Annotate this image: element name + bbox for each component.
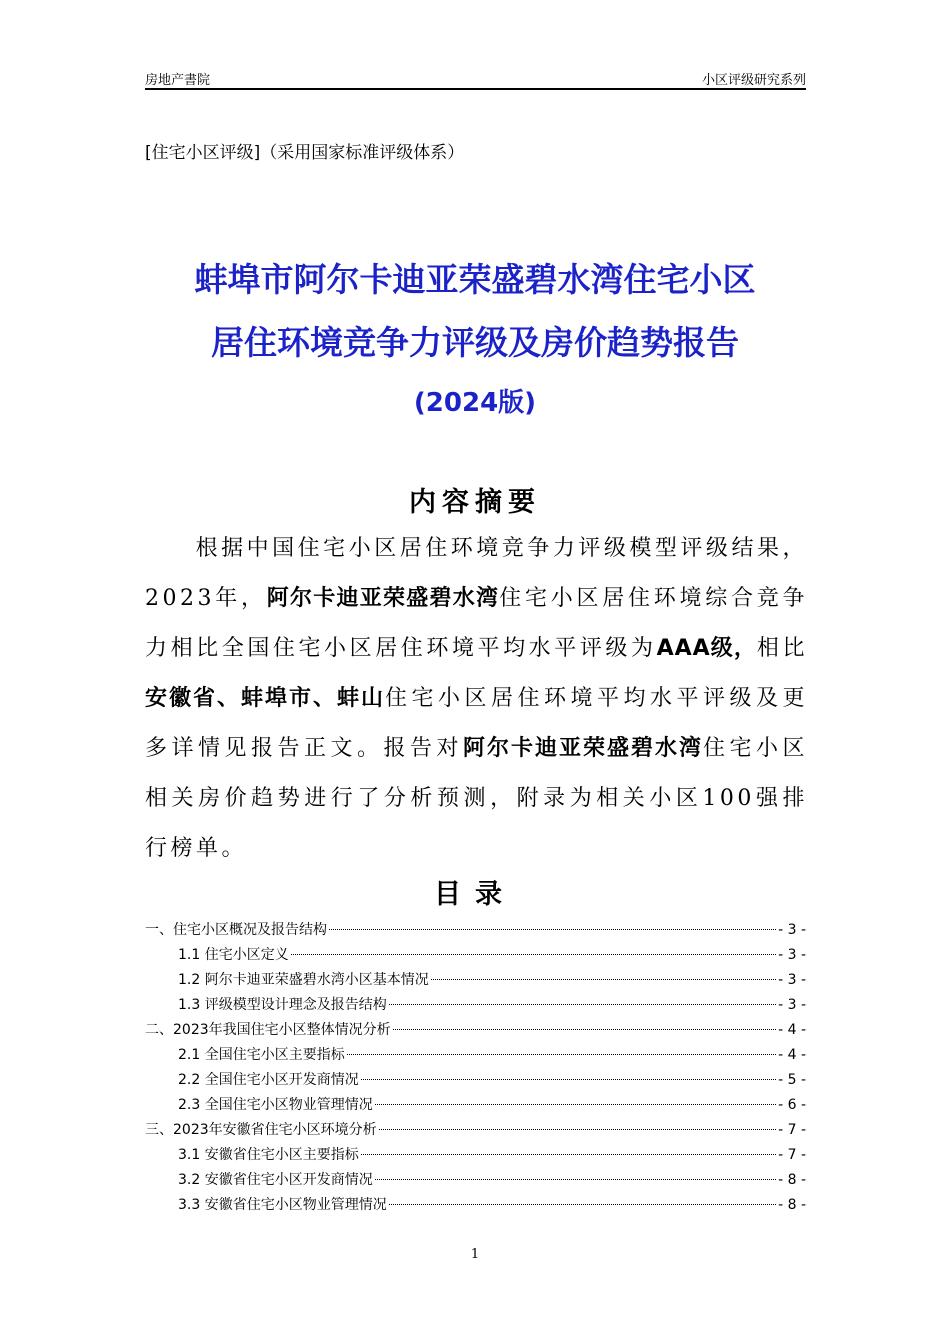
toc-dot-leader bbox=[393, 1029, 776, 1030]
header-divider bbox=[145, 88, 806, 90]
toc-dot-leader bbox=[361, 1154, 776, 1155]
report-title-line1: 蚌埠市阿尔卡迪亚荣盛碧水湾住宅小区 bbox=[194, 260, 756, 299]
toc-entry-page: - 8 - bbox=[778, 1172, 806, 1188]
toc-entry-page: - 4 - bbox=[778, 1047, 806, 1063]
toc-entry-page: - 3 - bbox=[778, 997, 806, 1013]
toc-entry[interactable] bbox=[145, 1018, 806, 1043]
toc-entry[interactable] bbox=[145, 968, 806, 993]
toc-dot-leader bbox=[347, 1054, 776, 1055]
toc-entry-page: - 8 - bbox=[778, 1197, 806, 1213]
toc-entry-label: 1.3 评级模型设计理念及报告结构 bbox=[178, 997, 387, 1013]
toc-entry-page: - 3 - bbox=[778, 947, 806, 963]
page-header bbox=[145, 68, 806, 88]
toc-entry[interactable] bbox=[145, 1043, 806, 1068]
toc-entry[interactable] bbox=[145, 1143, 806, 1168]
toc-entry[interactable] bbox=[145, 1118, 806, 1143]
abstract-emphasis: 阿尔卡迪亚荣盛碧水湾 bbox=[266, 586, 500, 611]
toc-dot-leader bbox=[375, 1104, 776, 1105]
toc-dot-leader bbox=[431, 979, 776, 980]
toc-entry-label: 一、住宅小区概况及报告结构 bbox=[145, 922, 327, 938]
abstract-emphasis: AAA级， bbox=[656, 636, 757, 661]
toc-entry[interactable] bbox=[145, 993, 806, 1018]
toc-entry-page: - 3 - bbox=[778, 922, 806, 938]
toc-entry-page: - 4 - bbox=[778, 1022, 806, 1038]
toc-dot-leader bbox=[375, 1179, 776, 1180]
abstract-text: 住宅小区相关房价趋势进行了分析预测，附录为相关小区100强排行榜单。 bbox=[145, 736, 808, 861]
toc-entry-label: 三、2023年安徽省住宅小区环境分析 bbox=[145, 1122, 377, 1138]
toc-entry-page: - 5 - bbox=[778, 1072, 806, 1088]
toc-dot-leader bbox=[379, 1129, 776, 1130]
header-left: 房地产書院 bbox=[145, 73, 211, 88]
toc-entry-label: 3.1 安徽省住宅小区主要指标 bbox=[178, 1147, 359, 1163]
toc-entry-label: 2.1 全国住宅小区主要指标 bbox=[178, 1047, 345, 1063]
toc-entry-label: 1.1 住宅小区定义 bbox=[178, 947, 289, 963]
toc-entry[interactable] bbox=[145, 1193, 806, 1218]
toc-dot-leader bbox=[329, 929, 776, 930]
toc-entry[interactable] bbox=[145, 1068, 806, 1093]
toc-entry-label: 2.2 全国住宅小区开发商情况 bbox=[178, 1072, 359, 1088]
abstract-text: 相比 bbox=[756, 636, 808, 661]
abstract-text: 住宅小区居住环境综合竞争力相比全国住宅小区居住环境平均水平评级为 bbox=[145, 586, 808, 661]
toc-entry-label: 二、2023年我国住宅小区整体情况分析 bbox=[145, 1022, 391, 1038]
toc-entry-label: 2.3 全国住宅小区物业管理情况 bbox=[178, 1097, 373, 1113]
header-right: 小区评级研究系列 bbox=[701, 73, 806, 88]
toc-entry-page: - 6 - bbox=[778, 1097, 806, 1113]
table-of-contents bbox=[145, 918, 806, 1218]
abstract-heading: 内容摘要 bbox=[409, 487, 541, 518]
abstract-text: 根据中国住宅小区居住环境竞争力评级模型评级结果，2023年， bbox=[145, 536, 808, 611]
toc-entry-page: - 3 - bbox=[778, 972, 806, 988]
toc-entry-label: 3.2 安徽省住宅小区开发商情况 bbox=[178, 1172, 373, 1188]
toc-dot-leader bbox=[361, 1079, 776, 1080]
toc-entry[interactable] bbox=[145, 1093, 806, 1118]
toc-entry[interactable] bbox=[145, 918, 806, 943]
report-edition: (2024版) bbox=[413, 388, 537, 418]
abstract-emphasis: 安徽省、蚌埠市、蚌山 bbox=[145, 686, 385, 711]
toc-entry[interactable] bbox=[145, 943, 806, 968]
abstract-paragraph bbox=[145, 524, 808, 874]
toc-entry[interactable] bbox=[145, 1168, 806, 1193]
toc-dot-leader bbox=[291, 954, 776, 955]
toc-entry-page: - 7 - bbox=[778, 1122, 806, 1138]
toc-entry-label: 1.2 阿尔卡迪亚荣盛碧水湾小区基本情况 bbox=[178, 972, 429, 988]
page-number: 1 bbox=[470, 1247, 480, 1262]
toc-entry-page: - 7 - bbox=[778, 1147, 806, 1163]
toc-entry-label: 3.3 安徽省住宅小区物业管理情况 bbox=[178, 1197, 387, 1213]
toc-dot-leader bbox=[389, 1004, 776, 1005]
rating-tagline: [住宅小区评级]（采用国家标准评级体系） bbox=[145, 143, 465, 163]
report-title-line2: 居住环境竞争力评级及房价趋势报告 bbox=[211, 323, 739, 362]
abstract-text: 住宅小区居住环境平均水平评级及更多详情见报告正文。报告对 bbox=[145, 686, 808, 761]
toc-heading: 目录 bbox=[434, 879, 516, 910]
toc-dot-leader bbox=[389, 1204, 776, 1205]
abstract-emphasis: 阿尔卡迪亚荣盛碧水湾 bbox=[462, 736, 703, 761]
